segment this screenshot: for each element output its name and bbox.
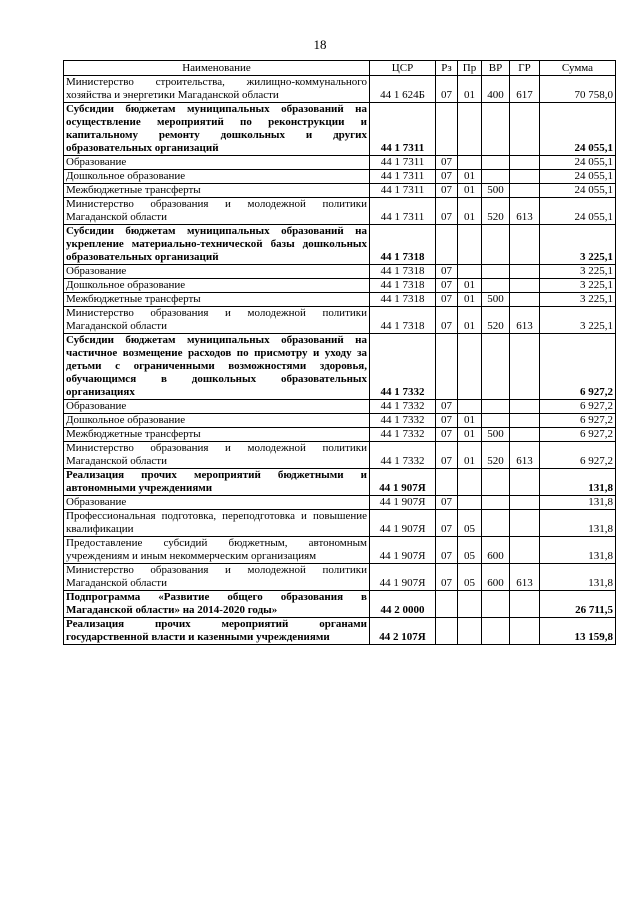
header-vr: ВР (482, 61, 510, 76)
cell-rz (436, 591, 458, 618)
cell-gr: 613 (510, 442, 540, 469)
cell-pr: 01 (458, 414, 482, 428)
cell-vr: 400 (482, 76, 510, 103)
cell-rz: 07 (436, 170, 458, 184)
table-row (64, 293, 616, 307)
cell-vr (482, 414, 510, 428)
table-row (64, 442, 616, 469)
cell-pr: 01 (458, 279, 482, 293)
header-rz: Рз (436, 61, 458, 76)
cell-sum: 131,8 (540, 510, 616, 537)
cell-csr: 44 1 907Я (370, 537, 436, 564)
cell-vr: 600 (482, 537, 510, 564)
cell-csr: 44 1 7318 (370, 293, 436, 307)
cell-pr (458, 496, 482, 510)
cell-rz: 07 (436, 414, 458, 428)
cell-pr (458, 334, 482, 400)
cell-name: Министерство строительства, жилищно-коммунального хозяйства и энергетики Магаданской области (64, 76, 370, 103)
cell-sum: 24 055,1 (540, 156, 616, 170)
cell-sum: 131,8 (540, 496, 616, 510)
cell-csr: 44 1 7332 (370, 442, 436, 469)
table-row (64, 156, 616, 170)
cell-sum: 3 225,1 (540, 307, 616, 334)
table-row (64, 225, 616, 265)
cell-name: Министерство образования и молодежной политики Магаданской области (64, 564, 370, 591)
cell-vr (482, 510, 510, 537)
table-row (64, 414, 616, 428)
cell-rz: 07 (436, 76, 458, 103)
cell-sum: 24 055,1 (540, 184, 616, 198)
page-number: 18 (313, 37, 327, 52)
cell-vr (482, 225, 510, 265)
cell-name: Образование (64, 265, 370, 279)
cell-rz: 07 (436, 279, 458, 293)
cell-vr (482, 170, 510, 184)
header-name: Наименование (64, 61, 370, 76)
table-row (64, 496, 616, 510)
table-row (64, 334, 616, 400)
cell-pr (458, 618, 482, 645)
cell-csr: 44 1 907Я (370, 564, 436, 591)
cell-rz: 07 (436, 400, 458, 414)
cell-gr (510, 103, 540, 156)
cell-csr: 44 1 7318 (370, 279, 436, 293)
cell-vr (482, 469, 510, 496)
cell-vr (482, 591, 510, 618)
cell-csr: 44 2 107Я (370, 618, 436, 645)
cell-gr: 613 (510, 307, 540, 334)
cell-sum: 6 927,2 (540, 442, 616, 469)
cell-rz (436, 618, 458, 645)
cell-csr: 44 1 7311 (370, 156, 436, 170)
cell-name: Реализация прочих мероприятий органами государственной власти и казенными учреждениями (64, 618, 370, 645)
table-row (64, 265, 616, 279)
cell-csr: 44 1 7332 (370, 414, 436, 428)
cell-pr: 01 (458, 198, 482, 225)
cell-pr: 05 (458, 510, 482, 537)
cell-vr (482, 618, 510, 645)
cell-vr (482, 334, 510, 400)
cell-name: Образование (64, 496, 370, 510)
cell-sum: 131,8 (540, 564, 616, 591)
cell-sum: 6 927,2 (540, 428, 616, 442)
cell-name: Межбюджетные трансферты (64, 293, 370, 307)
table-row (64, 279, 616, 293)
cell-pr: 01 (458, 428, 482, 442)
cell-pr: 01 (458, 76, 482, 103)
table-body (64, 76, 616, 645)
cell-csr: 44 1 907Я (370, 469, 436, 496)
cell-gr: 613 (510, 198, 540, 225)
cell-gr (510, 414, 540, 428)
cell-rz: 07 (436, 184, 458, 198)
table-row (64, 618, 616, 645)
cell-gr (510, 537, 540, 564)
cell-rz (436, 469, 458, 496)
cell-pr (458, 225, 482, 265)
cell-gr (510, 428, 540, 442)
table-row (64, 400, 616, 414)
cell-name: Образование (64, 156, 370, 170)
cell-rz: 07 (436, 510, 458, 537)
cell-rz (436, 334, 458, 400)
cell-rz: 07 (436, 265, 458, 279)
table-row (64, 537, 616, 564)
cell-sum: 13 159,8 (540, 618, 616, 645)
cell-name: Министерство образования и молодежной политики Магаданской области (64, 442, 370, 469)
cell-pr: 05 (458, 564, 482, 591)
table-row (64, 564, 616, 591)
cell-gr (510, 496, 540, 510)
cell-rz: 07 (436, 428, 458, 442)
cell-pr (458, 400, 482, 414)
cell-vr (482, 496, 510, 510)
cell-pr (458, 103, 482, 156)
cell-name: Субсидии бюджетам муниципальных образований на осуществление мероприятий по реконструкции и капитальному ремонту дошкольных и других образовательных организаций (64, 103, 370, 156)
cell-gr (510, 469, 540, 496)
cell-vr: 500 (482, 293, 510, 307)
cell-gr (510, 265, 540, 279)
table-header-row (64, 61, 616, 76)
cell-sum: 70 758,0 (540, 76, 616, 103)
cell-gr (510, 400, 540, 414)
cell-name: Дошкольное образование (64, 279, 370, 293)
cell-pr: 01 (458, 307, 482, 334)
cell-sum: 24 055,1 (540, 170, 616, 184)
table-row (64, 591, 616, 618)
header-pr: Пр (458, 61, 482, 76)
cell-name: Реализация прочих мероприятий бюджетными и автономными учреждениями (64, 469, 370, 496)
cell-vr: 600 (482, 564, 510, 591)
cell-gr (510, 184, 540, 198)
cell-pr: 05 (458, 537, 482, 564)
cell-gr (510, 279, 540, 293)
cell-name: Образование (64, 400, 370, 414)
cell-sum: 24 055,1 (540, 198, 616, 225)
cell-sum: 3 225,1 (540, 265, 616, 279)
cell-csr: 44 1 7318 (370, 225, 436, 265)
table-row (64, 184, 616, 198)
cell-name: Межбюджетные трансферты (64, 184, 370, 198)
cell-name: Министерство образования и молодежной политики Магаданской области (64, 198, 370, 225)
cell-sum: 131,8 (540, 469, 616, 496)
cell-vr: 500 (482, 428, 510, 442)
cell-vr (482, 156, 510, 170)
table-row (64, 469, 616, 496)
cell-sum: 3 225,1 (540, 293, 616, 307)
cell-gr (510, 156, 540, 170)
cell-gr: 617 (510, 76, 540, 103)
cell-pr (458, 469, 482, 496)
cell-csr: 44 1 7318 (370, 265, 436, 279)
cell-sum: 24 055,1 (540, 103, 616, 156)
cell-csr: 44 1 7311 (370, 184, 436, 198)
cell-csr: 44 1 7332 (370, 400, 436, 414)
cell-vr: 520 (482, 198, 510, 225)
table-row (64, 170, 616, 184)
header-csr: ЦСР (370, 61, 436, 76)
cell-name: Предоставление субсидий бюджетным, автономным учреждениям и иным некоммерческим организациям (64, 537, 370, 564)
cell-sum: 3 225,1 (540, 279, 616, 293)
cell-gr (510, 170, 540, 184)
table-row (64, 510, 616, 537)
table-row (64, 307, 616, 334)
cell-csr: 44 1 7332 (370, 334, 436, 400)
cell-vr: 520 (482, 307, 510, 334)
cell-gr (510, 225, 540, 265)
cell-rz: 07 (436, 564, 458, 591)
cell-sum: 6 927,2 (540, 334, 616, 400)
cell-name: Межбюджетные трансферты (64, 428, 370, 442)
cell-rz (436, 225, 458, 265)
cell-gr (510, 334, 540, 400)
cell-rz: 07 (436, 537, 458, 564)
cell-name: Субсидии бюджетам муниципальных образований на укрепление материально-технической базы дошкольных образовательных организаций (64, 225, 370, 265)
cell-rz: 07 (436, 293, 458, 307)
cell-name: Профессиональная подготовка, переподготовка и повышение квалификации (64, 510, 370, 537)
cell-csr: 44 1 7332 (370, 428, 436, 442)
cell-name: Субсидии бюджетам муниципальных образований на частичное возмещение расходов по присмотру и уходу за детьми с ограниченными возможностями здоровья, обучающимся в дошкольных образовательных организациях (64, 334, 370, 400)
cell-vr (482, 279, 510, 293)
cell-gr (510, 293, 540, 307)
cell-gr (510, 591, 540, 618)
table-row (64, 76, 616, 103)
header-sum: Сумма (540, 61, 616, 76)
cell-csr: 44 1 7311 (370, 198, 436, 225)
cell-sum: 26 711,5 (540, 591, 616, 618)
budget-table (63, 60, 616, 645)
cell-rz (436, 103, 458, 156)
cell-csr: 44 1 7311 (370, 170, 436, 184)
cell-rz: 07 (436, 496, 458, 510)
cell-rz: 07 (436, 442, 458, 469)
cell-vr (482, 265, 510, 279)
cell-name: Подпрограмма «Развитие общего образования в Магаданской области» на 2014-2020 годы» (64, 591, 370, 618)
cell-csr: 44 1 7311 (370, 103, 436, 156)
cell-csr: 44 1 907Я (370, 510, 436, 537)
cell-vr: 520 (482, 442, 510, 469)
cell-name: Дошкольное образование (64, 170, 370, 184)
cell-rz: 07 (436, 156, 458, 170)
cell-sum: 6 927,2 (540, 400, 616, 414)
cell-gr (510, 510, 540, 537)
cell-rz: 07 (436, 307, 458, 334)
table-row (64, 198, 616, 225)
cell-pr: 01 (458, 170, 482, 184)
cell-csr: 44 1 907Я (370, 496, 436, 510)
cell-sum: 6 927,2 (540, 414, 616, 428)
cell-csr: 44 2 0000 (370, 591, 436, 618)
cell-csr: 44 1 7318 (370, 307, 436, 334)
cell-sum: 3 225,1 (540, 225, 616, 265)
table-row (64, 103, 616, 156)
cell-gr: 613 (510, 564, 540, 591)
cell-vr: 500 (482, 184, 510, 198)
cell-rz: 07 (436, 198, 458, 225)
cell-sum: 131,8 (540, 537, 616, 564)
cell-pr: 01 (458, 184, 482, 198)
cell-gr (510, 618, 540, 645)
cell-name: Дошкольное образование (64, 414, 370, 428)
cell-pr (458, 591, 482, 618)
cell-pr (458, 265, 482, 279)
cell-csr: 44 1 624Б (370, 76, 436, 103)
cell-name: Министерство образования и молодежной политики Магаданской области (64, 307, 370, 334)
cell-vr (482, 400, 510, 414)
header-gr: ГР (510, 61, 540, 76)
cell-pr (458, 156, 482, 170)
table-row (64, 428, 616, 442)
cell-pr: 01 (458, 293, 482, 307)
cell-vr (482, 103, 510, 156)
cell-pr: 01 (458, 442, 482, 469)
